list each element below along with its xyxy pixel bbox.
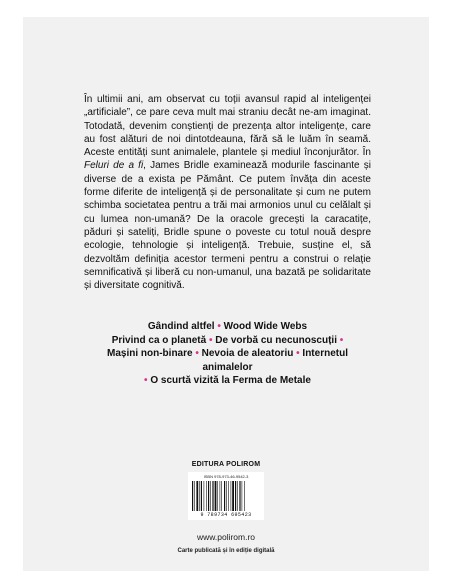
topic-item: Nevoia de aleatoriu xyxy=(201,348,294,360)
topic-item: Gândind altfel xyxy=(147,321,215,332)
isbn-barcode xyxy=(188,472,264,520)
bullet-icon: • xyxy=(296,348,300,360)
barcode-digits: 9 789734 695423 xyxy=(200,512,252,518)
bullet-icon: • xyxy=(217,321,221,332)
isbn-label: ISBN 978-973-46-9542-3 xyxy=(203,474,249,479)
topic-item: Mașini non-binare xyxy=(107,348,193,360)
digital-edition-note: Carte publicată și în ediție digitală xyxy=(177,548,275,554)
blurb-text-part2: , James Bridle examinează modurile fascinante și diverse de a exista pe Pământ. Ce putem învăța din aceste forme diferite de inteligență și de personalitate și cum ne putem schimba societatea pentru a trăi mai armonios unul cu celălalt și cu lumea non-umană? De la oracole grecești la caracatițe, păduri și sateliți, Bridle spune o poveste cu totul nouă despre ecologie, tehnologie și inteligență. Trebuie, susține el, să dezvoltăm definiția acestor termeni pentru a construi o relație semnificativă și liberă cu non-umanul, una bazată pe solidaritate și diversitate cognitivă. xyxy=(84,160,371,292)
blurb-text-part1: În ultimii ani, am observat cu toții avansul rapid al inteligenței „artificiale”, ce pare ceva mult mai straniu decât ne-am imaginat. Totodată, devenim conștienți de prezența altor inteligențe, care au fost alături de noi dintotdeauna, fără să le luăm în seamă. Aceste entități sunt animalele, plantele și mediul înconjurător. În xyxy=(84,94,371,159)
book-blurb xyxy=(84,93,371,292)
topic-item: Privind ca o planetă xyxy=(111,334,207,346)
chapter-topics xyxy=(84,320,371,388)
topic-item: Wood Wide Webs xyxy=(223,321,308,332)
bullet-icon: • xyxy=(208,334,213,346)
topic-item: De vorbă cu necunoscuții xyxy=(215,334,337,346)
publisher-website: www.polirom.ro xyxy=(196,532,256,542)
bullet-icon: • xyxy=(339,334,344,346)
publisher-name: EDITURA POLIROM xyxy=(191,461,261,468)
bullet-icon: • xyxy=(195,348,199,360)
barcode-icon xyxy=(192,481,260,511)
topic-item: O scurtă vizită la Ferma de Metale xyxy=(150,375,311,387)
topic-item: Internetul animalelor xyxy=(202,348,348,373)
bullet-icon: • xyxy=(144,375,148,387)
blurb-book-title: Feluri de a fi xyxy=(84,160,144,172)
